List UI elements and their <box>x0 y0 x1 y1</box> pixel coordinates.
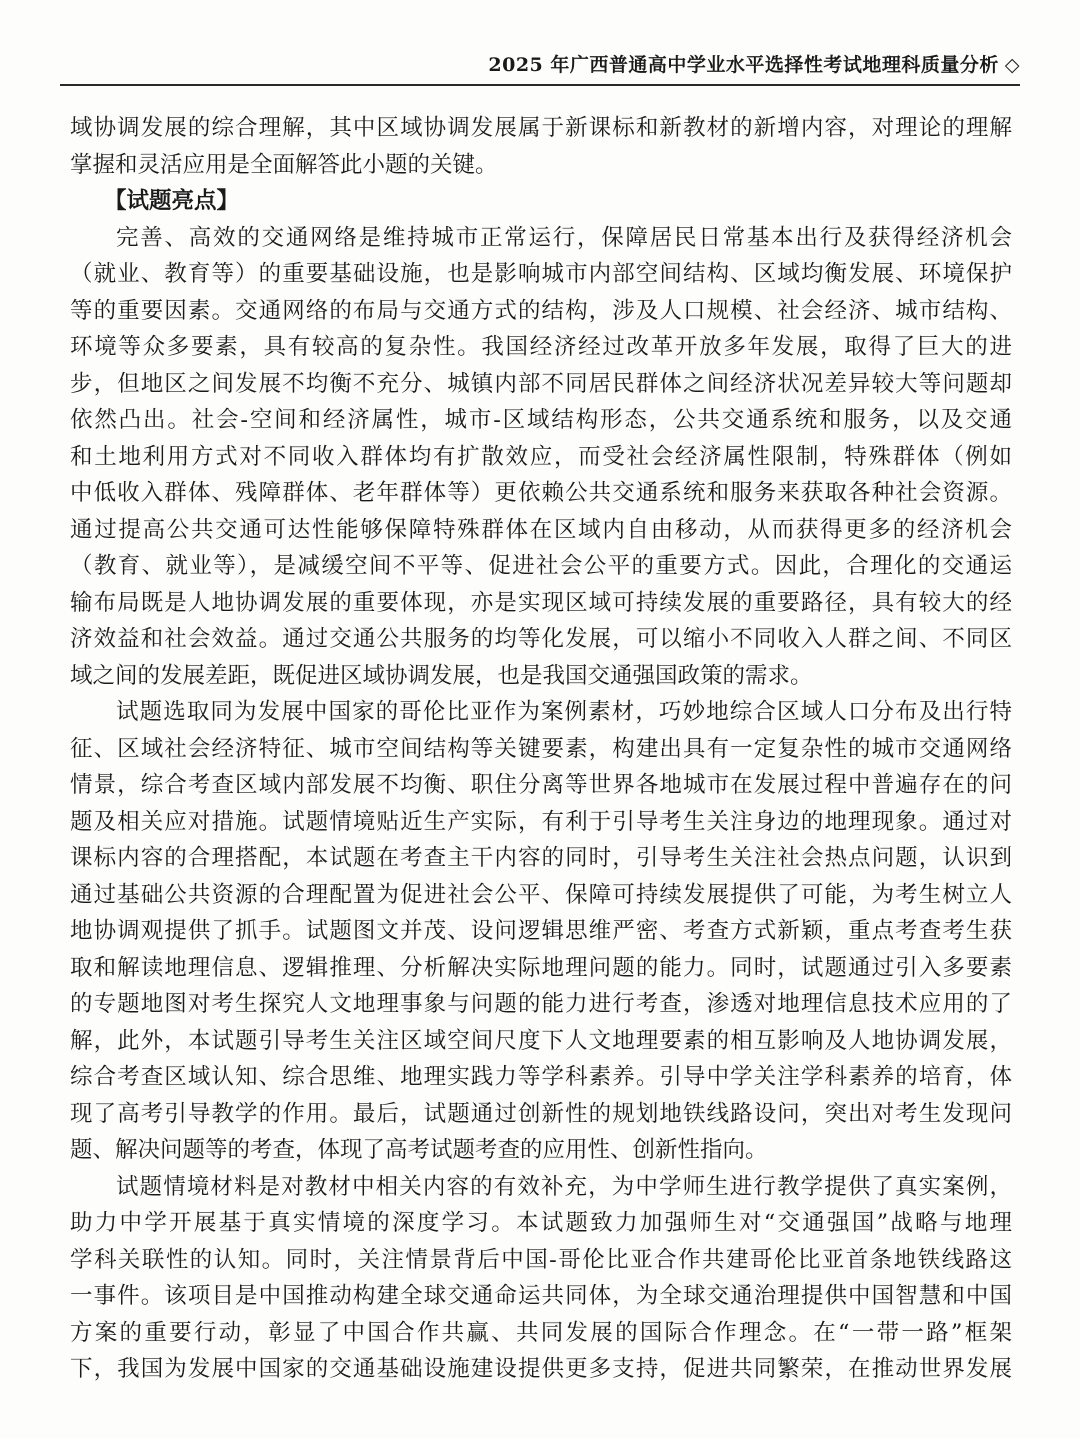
diamond-ornament-icon: ◇ <box>1004 54 1020 76</box>
text-line: 输布局既是人地协调发展的重要体现，亦是实现区域可持续发展的重要路径，具有较大的经 <box>70 589 1012 616</box>
text-line: 完善、高效的交通网络是维持城市正常运行，保障居民日常基本出行及获得经济机会 <box>116 224 1012 251</box>
text-line: 济效益和社会效益。通过交通公共服务的均等化发展，可以缩小不同收入人群之间、不同区 <box>70 626 1012 652</box>
text-line: 通过基础公共资源的合理配置为促进社会公平、保障可持续发展提供了可能，为考生树立人 <box>70 881 1012 908</box>
text-line: 中低收入群体、残障群体、老年群体等）更依赖公共交通系统和服务来获取各种社会资源。 <box>70 480 1012 506</box>
text-line: 步，但地区之间发展不均衡不充分、城镇内部不同居民群体之间经济状况差异较大等问题却 <box>70 370 1012 397</box>
text-line: 依然凸出。社会-空间和经济属性，城市-区域结构形态，公共交通系统和服务，以及交通 <box>70 407 1012 433</box>
text-line: 和土地利用方式对不同收入群体均有扩散效应，而受社会经济属性限制，特殊群体（例如 <box>70 443 1012 470</box>
text-line: 环境等众多要素，具有较高的复杂性。我国经济经过改革开放多年发展，取得了巨大的进 <box>70 334 1012 360</box>
text-line: 试题情境材料是对教材中相关内容的有效补充，为中学师生进行教学提供了真实案例， <box>116 1173 1012 1200</box>
text-line: 解，此外，本试题引导考生关注区域空间尺度下人文地理要素的相互影响及人地协调发展， <box>70 1027 1012 1054</box>
text-line: 域之间的发展差距，既促进区域协调发展，也是我国交通强国政策的需求。 <box>70 662 813 689</box>
text-line: 助力中学开展基于真实情境的深度学习。本试题致力加强师生对“交通强国”战略与地理 <box>70 1210 1012 1236</box>
text-line: 试题选取同为发展中国家的哥伦比亚作为案例素材，巧妙地综合区域人口分布及出行特 <box>116 699 1012 725</box>
text-line: （教育、就业等），是减缓空间不平等、促进社会公平的重要方式。因此，合理化的交通运 <box>70 553 1012 579</box>
text-line: 综合考查区域认知、综合思维、地理实践力等学科素养。引导中学关注学科素养的培育，体 <box>70 1064 1012 1090</box>
section-heading: 【试题亮点】 <box>104 188 240 214</box>
running-title <box>488 50 1020 77</box>
text-line: 的专题地图对考生探究人文地理事象与问题的能力进行考查，渗透对地理信息技术应用的了 <box>70 991 1012 1017</box>
text-line: 通过提高公共交通可达性能够保障特殊群体在区域内自由移动，从而获得更多的经济机会 <box>70 516 1012 543</box>
text-line: 学科关联性的认知。同时，关注情景背后中国-哥伦比亚合作共建哥伦比亚首条地铁线路这 <box>70 1246 1012 1273</box>
text-line: 情景，综合考查区域内部发展不均衡、职住分离等世界各地城市在发展过程中普遍存在的问 <box>70 772 1012 798</box>
text-line: 方案的重要行动，彰显了中国合作共赢、共同发展的国际合作理念。在“一带一路”框架 <box>70 1319 1012 1346</box>
text-line: 现了高考引导教学的作用。最后，试题通过创新性的规划地铁线路设问，突出对考生发现问 <box>70 1100 1012 1127</box>
text-line: 一事件。该项目是中国推动构建全球交通命运共同体，为全球交通治理提供中国智慧和中国 <box>70 1283 1012 1309</box>
text-line: 取和解读地理信息、逻辑推理、分析解决实际地理问题的能力。同时，试题通过引入多要素 <box>70 954 1012 981</box>
running-title-text: 2025 年广西普通高中学业水平选择性考试地理科质量分析 <box>488 54 999 76</box>
text-line: 征、区域社会经济特征、城市空间结构等关键要素，构建出具有一定复杂性的城市交通网络 <box>70 735 1012 762</box>
text-line: 地协调观提供了抓手。试题图文并茂、设问逻辑思维严密、考查方式新颖，重点考查考生获 <box>70 918 1012 944</box>
text-line: 题及相关应对措施。试题情境贴近生产实际，有利于引导考生关注身边的地理现象。通过对 <box>70 808 1012 835</box>
running-header <box>60 44 1020 86</box>
text-line: 掌握和灵活应用是全面解答此小题的关键。 <box>70 151 498 178</box>
text-line: 等的重要因素。交通网络的布局与交通方式的结构，涉及人口规模、社会经济、城市结构、 <box>70 297 1012 324</box>
text-line: 课标内容的合理搭配，本试题在考查主干内容的同时，引导考生关注社会热点问题，认识到 <box>70 845 1012 871</box>
text-line: 题、解决问题等的考查，体现了高考试题考查的应用性、创新性指向。 <box>70 1137 768 1163</box>
body-text <box>70 110 1012 1388</box>
text-line: （就业、教育等）的重要基础设施，也是影响城市内部空间结构、区域均衡发展、环境保护 <box>70 261 1012 287</box>
text-line: 域协调发展的综合理解，其中区域协调发展属于新课标和新教材的新增内容，对理论的理解 <box>70 115 1012 141</box>
text-line: 下，我国为发展中国家的交通基础设施建设提供更多支持，促进共同繁荣，在推动世界发展 <box>70 1356 1012 1382</box>
